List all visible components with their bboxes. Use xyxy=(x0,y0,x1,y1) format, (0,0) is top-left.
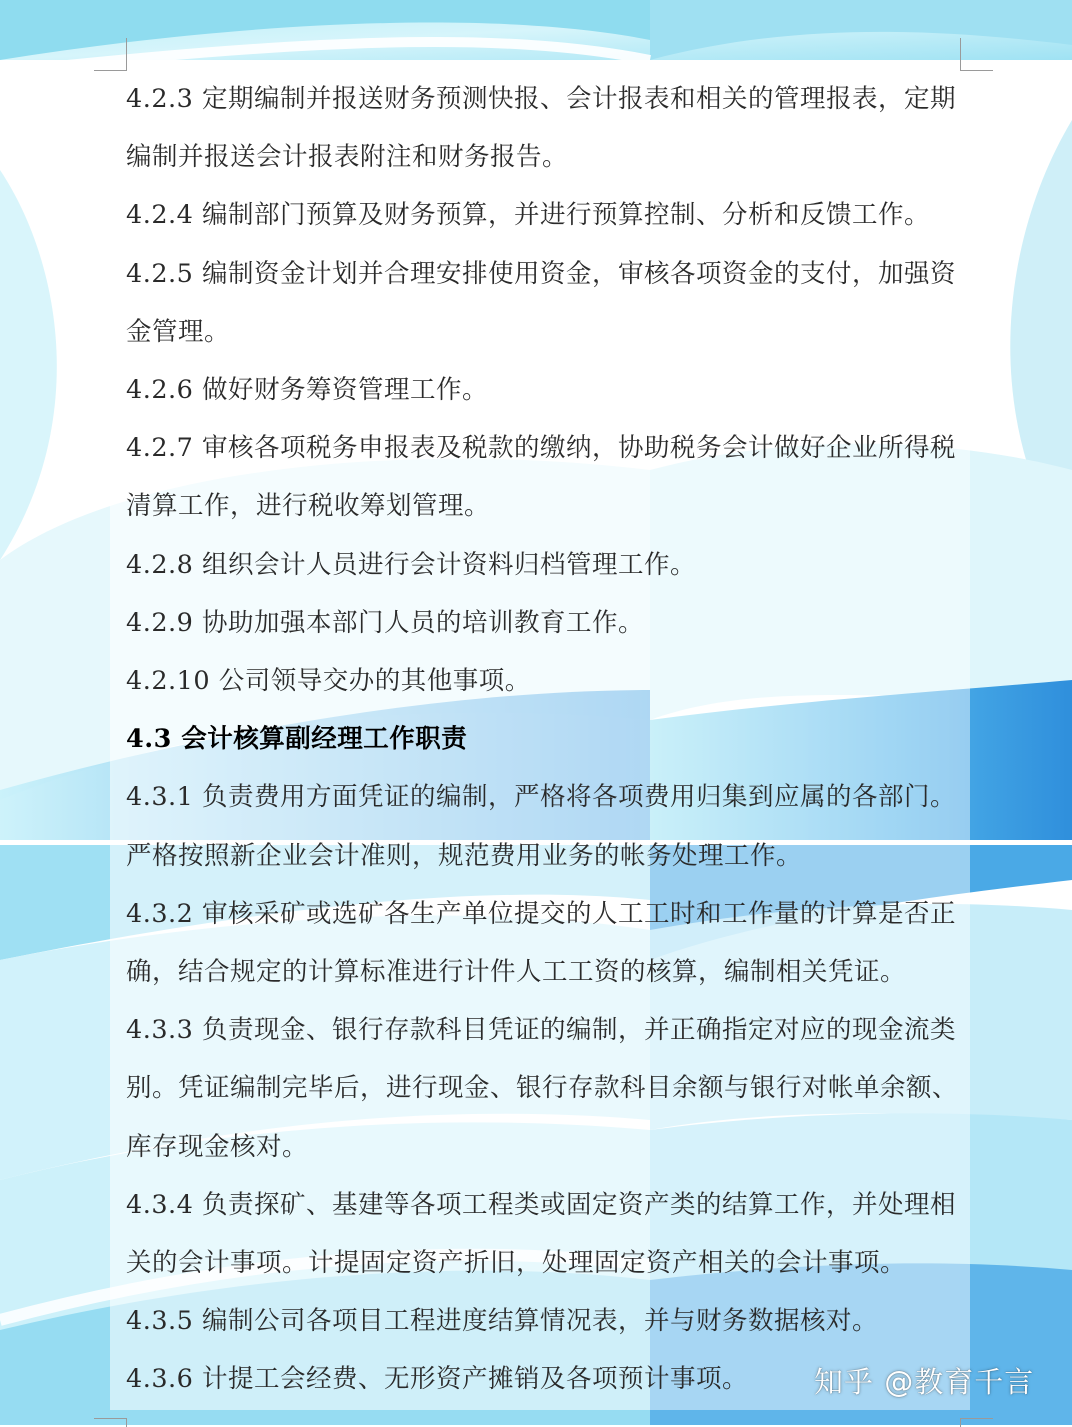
paragraph: 4.2.5 编制资金计划并合理安排使用资金，审核各项资金的支付，加强资金管理。 xyxy=(126,258,956,347)
section-heading: 4.3 会计核算副经理工作职责 xyxy=(126,724,468,755)
paragraph: 4.2.4 编制部门预算及财务预算，并进行预算控制、分析和反馈工作。 xyxy=(126,200,930,231)
watermark: 知乎 @教育千言 xyxy=(814,1365,1035,1399)
document-body xyxy=(126,70,964,1409)
paragraph: 4.3.4 负责探矿、基建等各项工程类或固定资产类的结算工作，并处理相关的会计事项。计提固定资产折旧，处理固定资产相关的会计事项。 xyxy=(126,1189,956,1279)
paragraph: 4.3.1 负责费用方面凭证的编制，严格将各项费用归集到应属的各部门。严格按照新企业会计准则，规范费用业务的帐务处理工作。 xyxy=(126,782,956,871)
paragraph: 4.2.10 公司领导交办的其他事项。 xyxy=(126,666,531,697)
crop-mark-bottom-right xyxy=(960,1418,993,1427)
crop-mark-top-right xyxy=(960,38,993,71)
paragraph: 4.2.6 做好财务筹资管理工作。 xyxy=(126,375,488,406)
paragraph: 4.2.3 定期编制并报送财务预测快报、会计报表和相关的管理报表，定期编制并报送会计报表附注和财务报告。 xyxy=(126,84,956,173)
paragraph: 4.3.6 计提工会经费、无形资产摊销及各项预计事项。 xyxy=(126,1364,748,1395)
paragraph: 4.2.7 审核各项税务申报表及税款的缴纳，协助税务会计做好企业所得税清算工作，进行税收筹划管理。 xyxy=(126,433,956,522)
paragraph: 4.3.5 编制公司各项目工程进度结算情况表，并与财务数据核对。 xyxy=(126,1306,878,1337)
paragraph: 4.2.8 组织会计人员进行会计资料归档管理工作。 xyxy=(126,549,696,580)
crop-mark-top-left xyxy=(94,38,127,71)
paragraph: 4.3.2 审核采矿或选矿各生产单位提交的人工工时和工作量的计算是否正确，结合规定的计算标准进行计件人工工资的核算，编制相关凭证。 xyxy=(126,898,956,988)
paragraph: 4.2.9 协助加强本部门人员的培训教育工作。 xyxy=(126,607,644,638)
crop-mark-bottom-left xyxy=(94,1418,127,1427)
paragraph: 4.3.3 负责现金、银行存款科目凭证的编制，并正确指定对应的现金流类别。凭证编制完毕后，进行现金、银行存款科目余额与银行对帐单余额、库存现金核对。 xyxy=(126,1015,959,1162)
